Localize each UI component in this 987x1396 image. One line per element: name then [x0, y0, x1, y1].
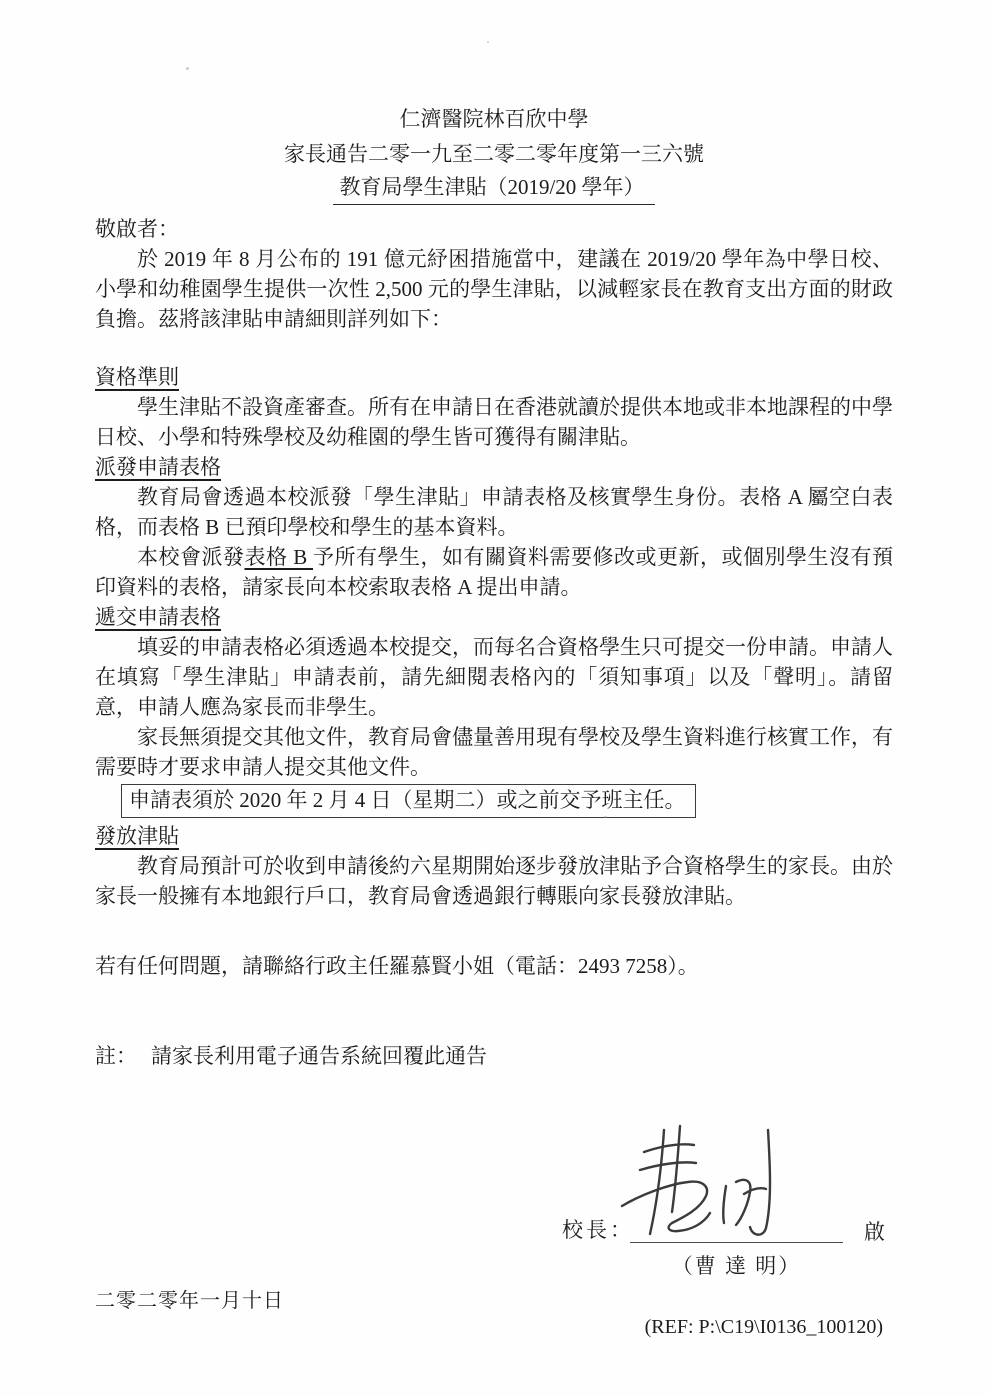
contact-line: 若有任何問題，請聯絡行政主任羅慕賢小姐（電話：2493 7258）。 [95, 954, 699, 978]
principal-signature [618, 1122, 810, 1248]
distribution-paragraph-1: 教育局會透過本校派發「學生津貼」申請表格及核實學生身份。表格 A 屬空白表格，而表格 B 已預印學校和學生的基本資料。 [95, 485, 893, 539]
notice-number: 家長通告二零一九至二零二零年度第一三六號 [284, 142, 704, 166]
principal-name: （曹 達 明） [671, 1254, 802, 1278]
notice-date: 二零二零年一月十日 [95, 1290, 284, 1312]
intro-paragraph: 於 2019 年 8 月公布的 191 億元紓困措施當中，建議在 2019/20 學年為中學日校、小學和幼稚園學生提供一次性 2,500 元的學生津貼，以減輕家長在教育支出方面的財政負擔。茲將該津貼申請細則詳列如下： [95, 247, 893, 331]
deadline-row [121, 784, 893, 818]
scan-speckle [604, 816, 607, 818]
note-text: 請家長利用電子通告系統回覆此通告 [151, 1044, 487, 1068]
note-line [95, 1041, 893, 1071]
section-heading-submission: 遞交申請表格 [95, 605, 221, 629]
distribution-paragraph-2 [95, 542, 893, 602]
submission-paragraph-1: 填妥的申請表格必須透過本校提交，而每名合資格學生只可提交一份申請。申請人在填寫「學生津貼」申請表前，請先細閱表格內的「須知事項」以及「聲明」。請留意，申請人應為家長而非學生。 [95, 635, 893, 719]
form-b-underlined: 表格 B [244, 545, 314, 569]
salutation: 敬啟者： [95, 217, 179, 241]
school-name: 仁濟醫院林百欣中學 [399, 107, 589, 131]
section-heading-distribution: 派發申請表格 [95, 455, 221, 479]
signature-line [630, 1242, 843, 1243]
eligibility-paragraph: 學生津貼不設資產審查。所有在申請日在香港就讀於提供本地或非本地課程的中學日校、小學和特殊學校及幼稚園的學生皆可獲得有關津貼。 [95, 395, 893, 449]
disbursement-paragraph: 教育局預計可於收到申請後約六星期開始逐步發放津貼予合資格學生的家長。由於家長一般擁有本地銀行戶口，教育局會透過銀行轉賬向家長發放津貼。 [95, 854, 893, 908]
distribution-paragraph-2-prefix: 本校會派發 [137, 545, 245, 569]
deadline-boxed-text: 申請表須於 2020 年 2 月 4 日（星期二）或之前交予班主任。 [121, 784, 696, 818]
section-heading-eligibility: 資格準則 [95, 365, 179, 389]
notice-subject: 教育局學生津貼（2019/20 學年） [333, 172, 654, 205]
section-heading-disbursement: 發放津貼 [95, 824, 179, 848]
signature-closing: 啟 [864, 1220, 885, 1244]
signature-block [0, 1118, 987, 1288]
distribution-paragraph-2-suffix: 予所有學生，如有關資料需要修改或更新，或個別學生沒有預印資料的表格，請家長向本校索取表格 A 提出申請。 [95, 545, 894, 599]
principal-label: 校長： [562, 1218, 634, 1242]
notice-subject-row [95, 172, 893, 207]
scan-speckle [186, 67, 189, 70]
scan-speckle [487, 41, 489, 43]
reference-number: (REF: P:\C19\I0136_100120) [644, 1316, 883, 1338]
submission-paragraph-2: 家長無須提交其他文件，教育局會儘量善用現有學校及學生資料進行核實工作，有需要時才要求申請人提交其他文件。 [95, 725, 893, 779]
note-label: 註： [95, 1044, 137, 1068]
